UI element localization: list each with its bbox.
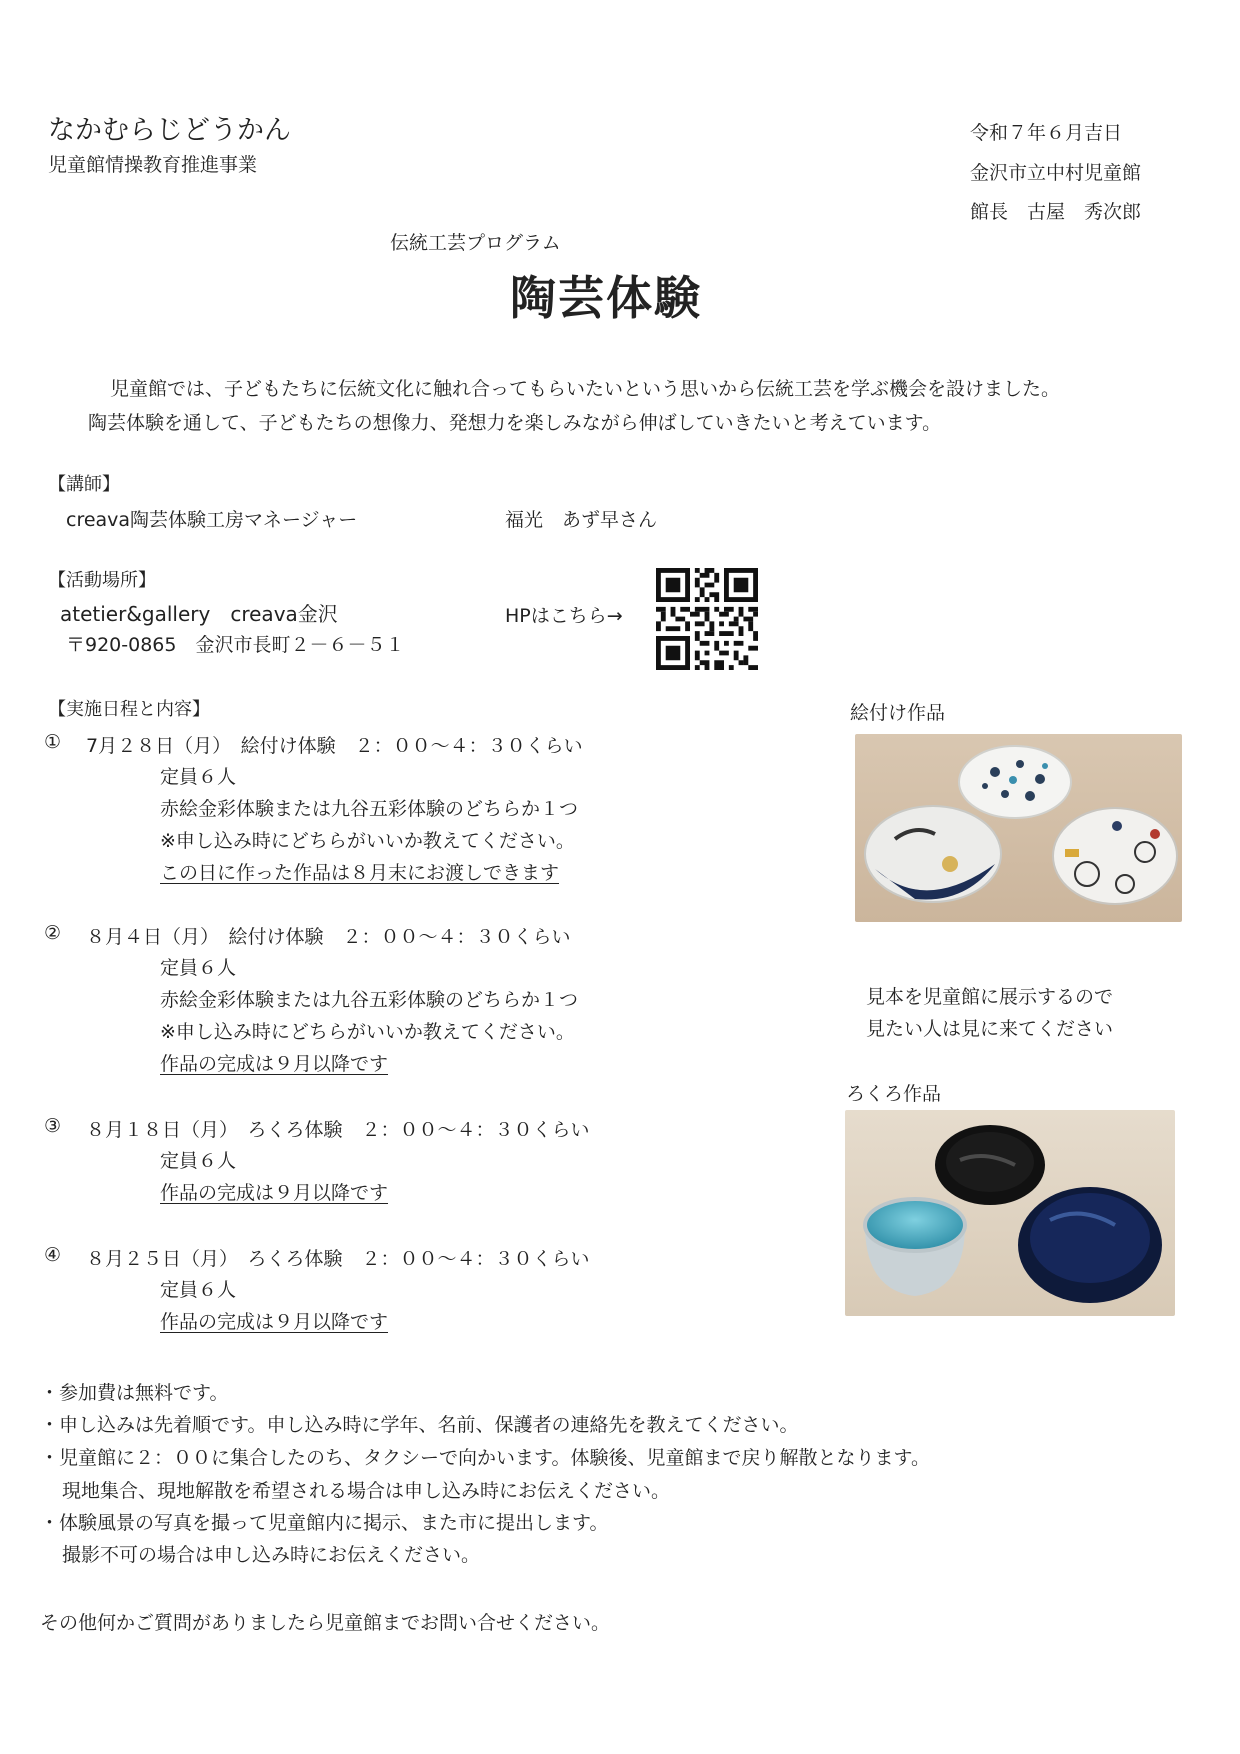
instructor-heading: 【講師】 — [48, 474, 120, 495]
session-date-line: ８月１８日（月） ろくろ体験 ２：００～４：３０くらい — [86, 1119, 590, 1141]
intro-line-2: 陶芸体験を通して、子どもたちの想像力、発想力を楽しみながら伸ばしていきたいと考えています。 — [88, 412, 942, 434]
org-name: なかむらじどうかん — [48, 115, 291, 146]
schedule-heading: 【実施日程と内容】 — [48, 699, 210, 720]
session-detail: 赤絵金彩体験または九谷五彩体験のどちらか１つ — [160, 798, 579, 820]
wheel-works-photo — [845, 1110, 1175, 1316]
session-capacity: 定員６人 — [160, 1279, 237, 1301]
session-capacity: 定員６人 — [160, 1150, 237, 1172]
issuer: 金沢市立中村児童館 — [970, 162, 1142, 184]
venue-heading: 【活動場所】 — [48, 570, 156, 591]
note-application: ・申し込みは先着順です。申し込み時に学年、名前、保護者の連絡先を教えてください。 — [40, 1414, 799, 1436]
session-number: ① — [44, 731, 62, 753]
session-note: 作品の完成は９月以降です — [160, 1182, 389, 1204]
session-detail: 赤絵金彩体験または九谷五彩体験のどちらか１つ — [160, 989, 579, 1011]
display-note-line-1: 見本を児童館に展示するので — [866, 986, 1114, 1008]
session-note: この日に作った作品は８月末にお渡しできます — [160, 862, 560, 884]
session-date-line: ８月２５日（月） ろくろ体験 ２：００～４：３０くらい — [86, 1248, 590, 1270]
instructor-role: creava陶芸体験工房マネージャー — [66, 509, 358, 531]
footer-contact: その他何かご質問がありましたら児童館までお問い合せください。 — [40, 1612, 611, 1634]
director: 館長 古屋 秀次郎 — [970, 201, 1142, 223]
title-subtitle: 伝統工芸プログラム — [390, 232, 561, 254]
painting-works-photo — [855, 734, 1182, 922]
intro-line-1: 児童館では、子どもたちに伝統文化に触れ合ってもらいたいという思いから伝統工芸を学ぶ機会を設けました。 — [110, 378, 1061, 400]
page-title: 陶芸体験 — [510, 271, 702, 325]
qr-code-icon[interactable] — [656, 568, 758, 670]
wheel-label: ろくろ作品 — [846, 1083, 942, 1105]
session-note: 作品の完成は９月以降です — [160, 1053, 389, 1075]
display-note-line-2: 見たい人は見に来てください — [866, 1018, 1114, 1040]
session-capacity: 定員６人 — [160, 766, 237, 788]
session-number: ③ — [44, 1115, 62, 1137]
session-date-line: ８月４日（月） 絵付け体験 ２：００～４：３０くらい — [86, 926, 571, 948]
note-fee: ・参加費は無料です。 — [40, 1382, 229, 1404]
note-meeting: ・児童館に２：００に集合したのち、タクシーで向かいます。体験後、児童館まで戻り解散となります。 — [40, 1447, 930, 1469]
session-number: ② — [44, 922, 62, 944]
note-photo: ・体験風景の写真を撮って児童館内に掲示、また市に提出します。 — [40, 1512, 609, 1534]
painting-label: 絵付け作品 — [850, 702, 946, 724]
venue-address: 〒920-0865 金沢市長町２－６－５１ — [66, 634, 405, 656]
instructor-name: 福光 あず早さん — [505, 509, 658, 531]
session-note: 作品の完成は９月以降です — [160, 1311, 389, 1333]
session-date-line: 7月２８日（月） 絵付け体験 ２：００～４：３０くらい — [86, 735, 583, 757]
session-detail: ※申し込み時にどちらがいいか教えてください。 — [160, 1021, 575, 1043]
session-number: ④ — [44, 1244, 62, 1266]
session-capacity: 定員６人 — [160, 957, 237, 979]
venue-name: atetier&gallery creava金沢 — [60, 602, 338, 626]
session-detail: ※申し込み時にどちらがいいか教えてください。 — [160, 830, 575, 852]
program-line: 児童館情操教育推進事業 — [48, 154, 258, 176]
hp-link-label[interactable]: HPはこちら→ — [505, 605, 623, 627]
note-photo-optout: 撮影不可の場合は申し込み時にお伝えください。 — [62, 1544, 481, 1566]
note-meeting-alt: 現地集合、現地解散を希望される場合は申し込み時にお伝えください。 — [62, 1480, 671, 1502]
issue-date: 令和７年６月吉日 — [970, 122, 1123, 144]
